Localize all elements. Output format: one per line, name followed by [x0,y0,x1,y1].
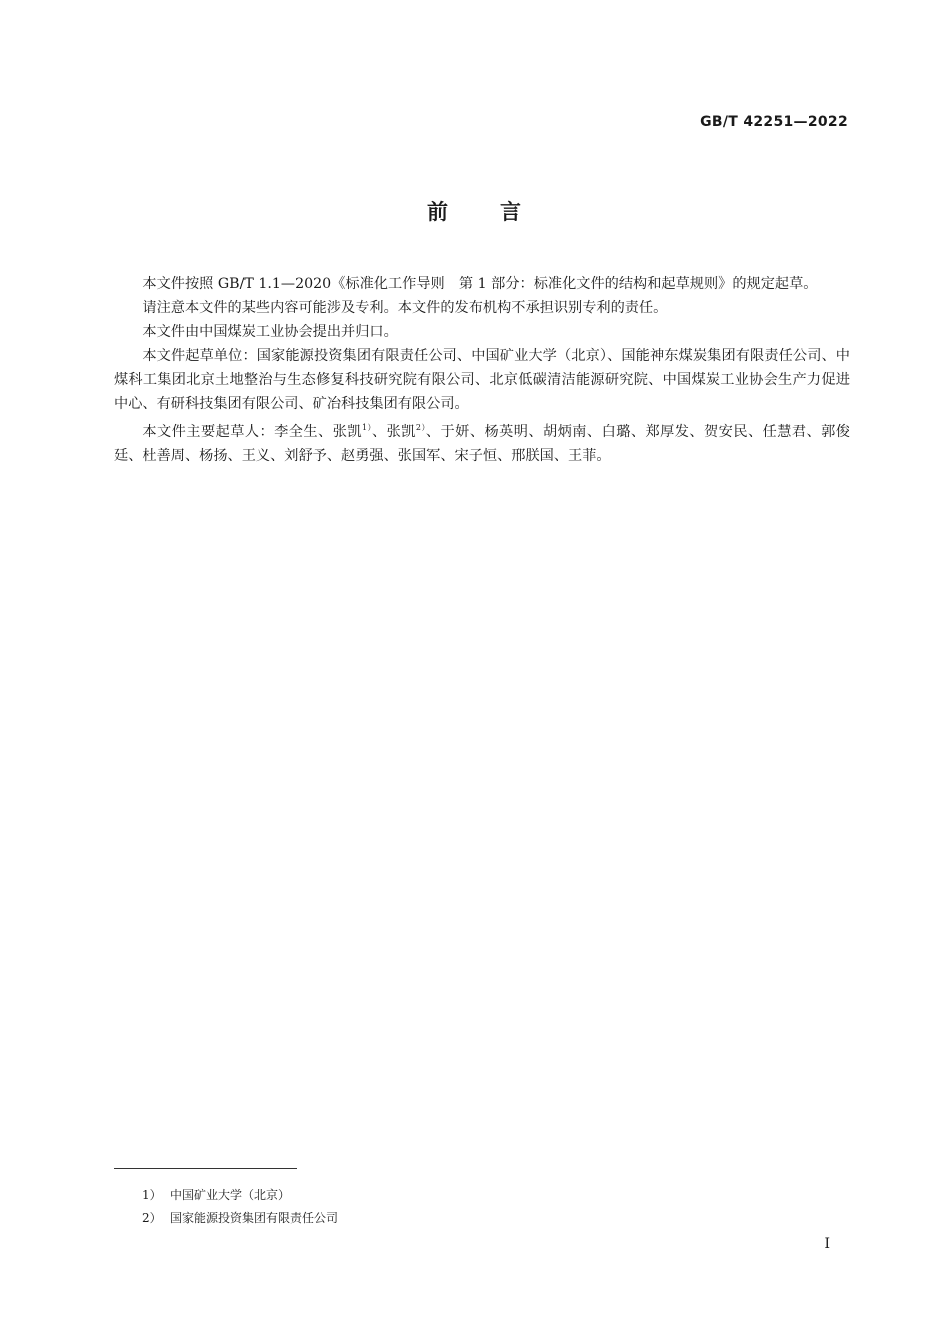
paragraph-drafters [114,416,850,468]
footnote-divider [114,1168,297,1169]
paragraph-drafting-units: 本文件起草单位：国家能源投资集团有限责任公司、中国矿业大学（北京）、国能神东煤炭集团有限责任公司、中煤科工集团北京土地整治与生态修复科技研究院有限公司、北京低碳清洁能源研究院、中国煤炭工业协会生产力促进中心、有研科技集团有限公司、矿冶科技集团有限公司。 [114,348,850,412]
paragraph-proposer: 本文件由中国煤炭工业协会提出并归口。 [142,324,398,340]
footnote-item [114,1184,714,1207]
foreword-body [114,272,850,468]
drafters-prefix: 本文件主要起草人：李全生、张凯 [142,424,362,440]
footnotes [114,1184,714,1230]
footnote-item [114,1207,714,1230]
footnote-ref-1: 1） [361,423,372,432]
drafters-mid: 、张凯 [371,424,416,440]
paragraph-drafting-rules: 本文件按照 GB/T 1.1—2020《标准化工作导则 第 1 部分：标准化文件的结构和起草规则》的规定起草。 [142,276,818,292]
drafters-suffix: 、于妍、杨英明、胡炳南、白璐、郑厚发、贺安民、任慧君、郭俊廷、杜善周、杨扬、王义、刘舒予、赵勇强、张国军、宋子恒、邢朕国、王菲。 [114,424,850,464]
footnote-ref-2: 2） [415,423,426,432]
footnote-text: 国家能源投资集团有限责任公司 [170,1211,339,1225]
page-number: Ⅰ [824,1236,830,1252]
title-part-1: 前 [427,200,450,224]
standard-number: GB/T 42251—2022 [700,114,848,130]
footnote-text: 中国矿业大学（北京） [170,1188,291,1202]
title-part-2: 言 [500,200,523,224]
paragraph-patent-notice: 请注意本文件的某些内容可能涉及专利。本文件的发布机构不承担识别专利的责任。 [142,300,668,316]
page-title [0,196,950,226]
footnote-number: 1） [142,1188,162,1202]
footnote-number: 2） [142,1211,162,1225]
